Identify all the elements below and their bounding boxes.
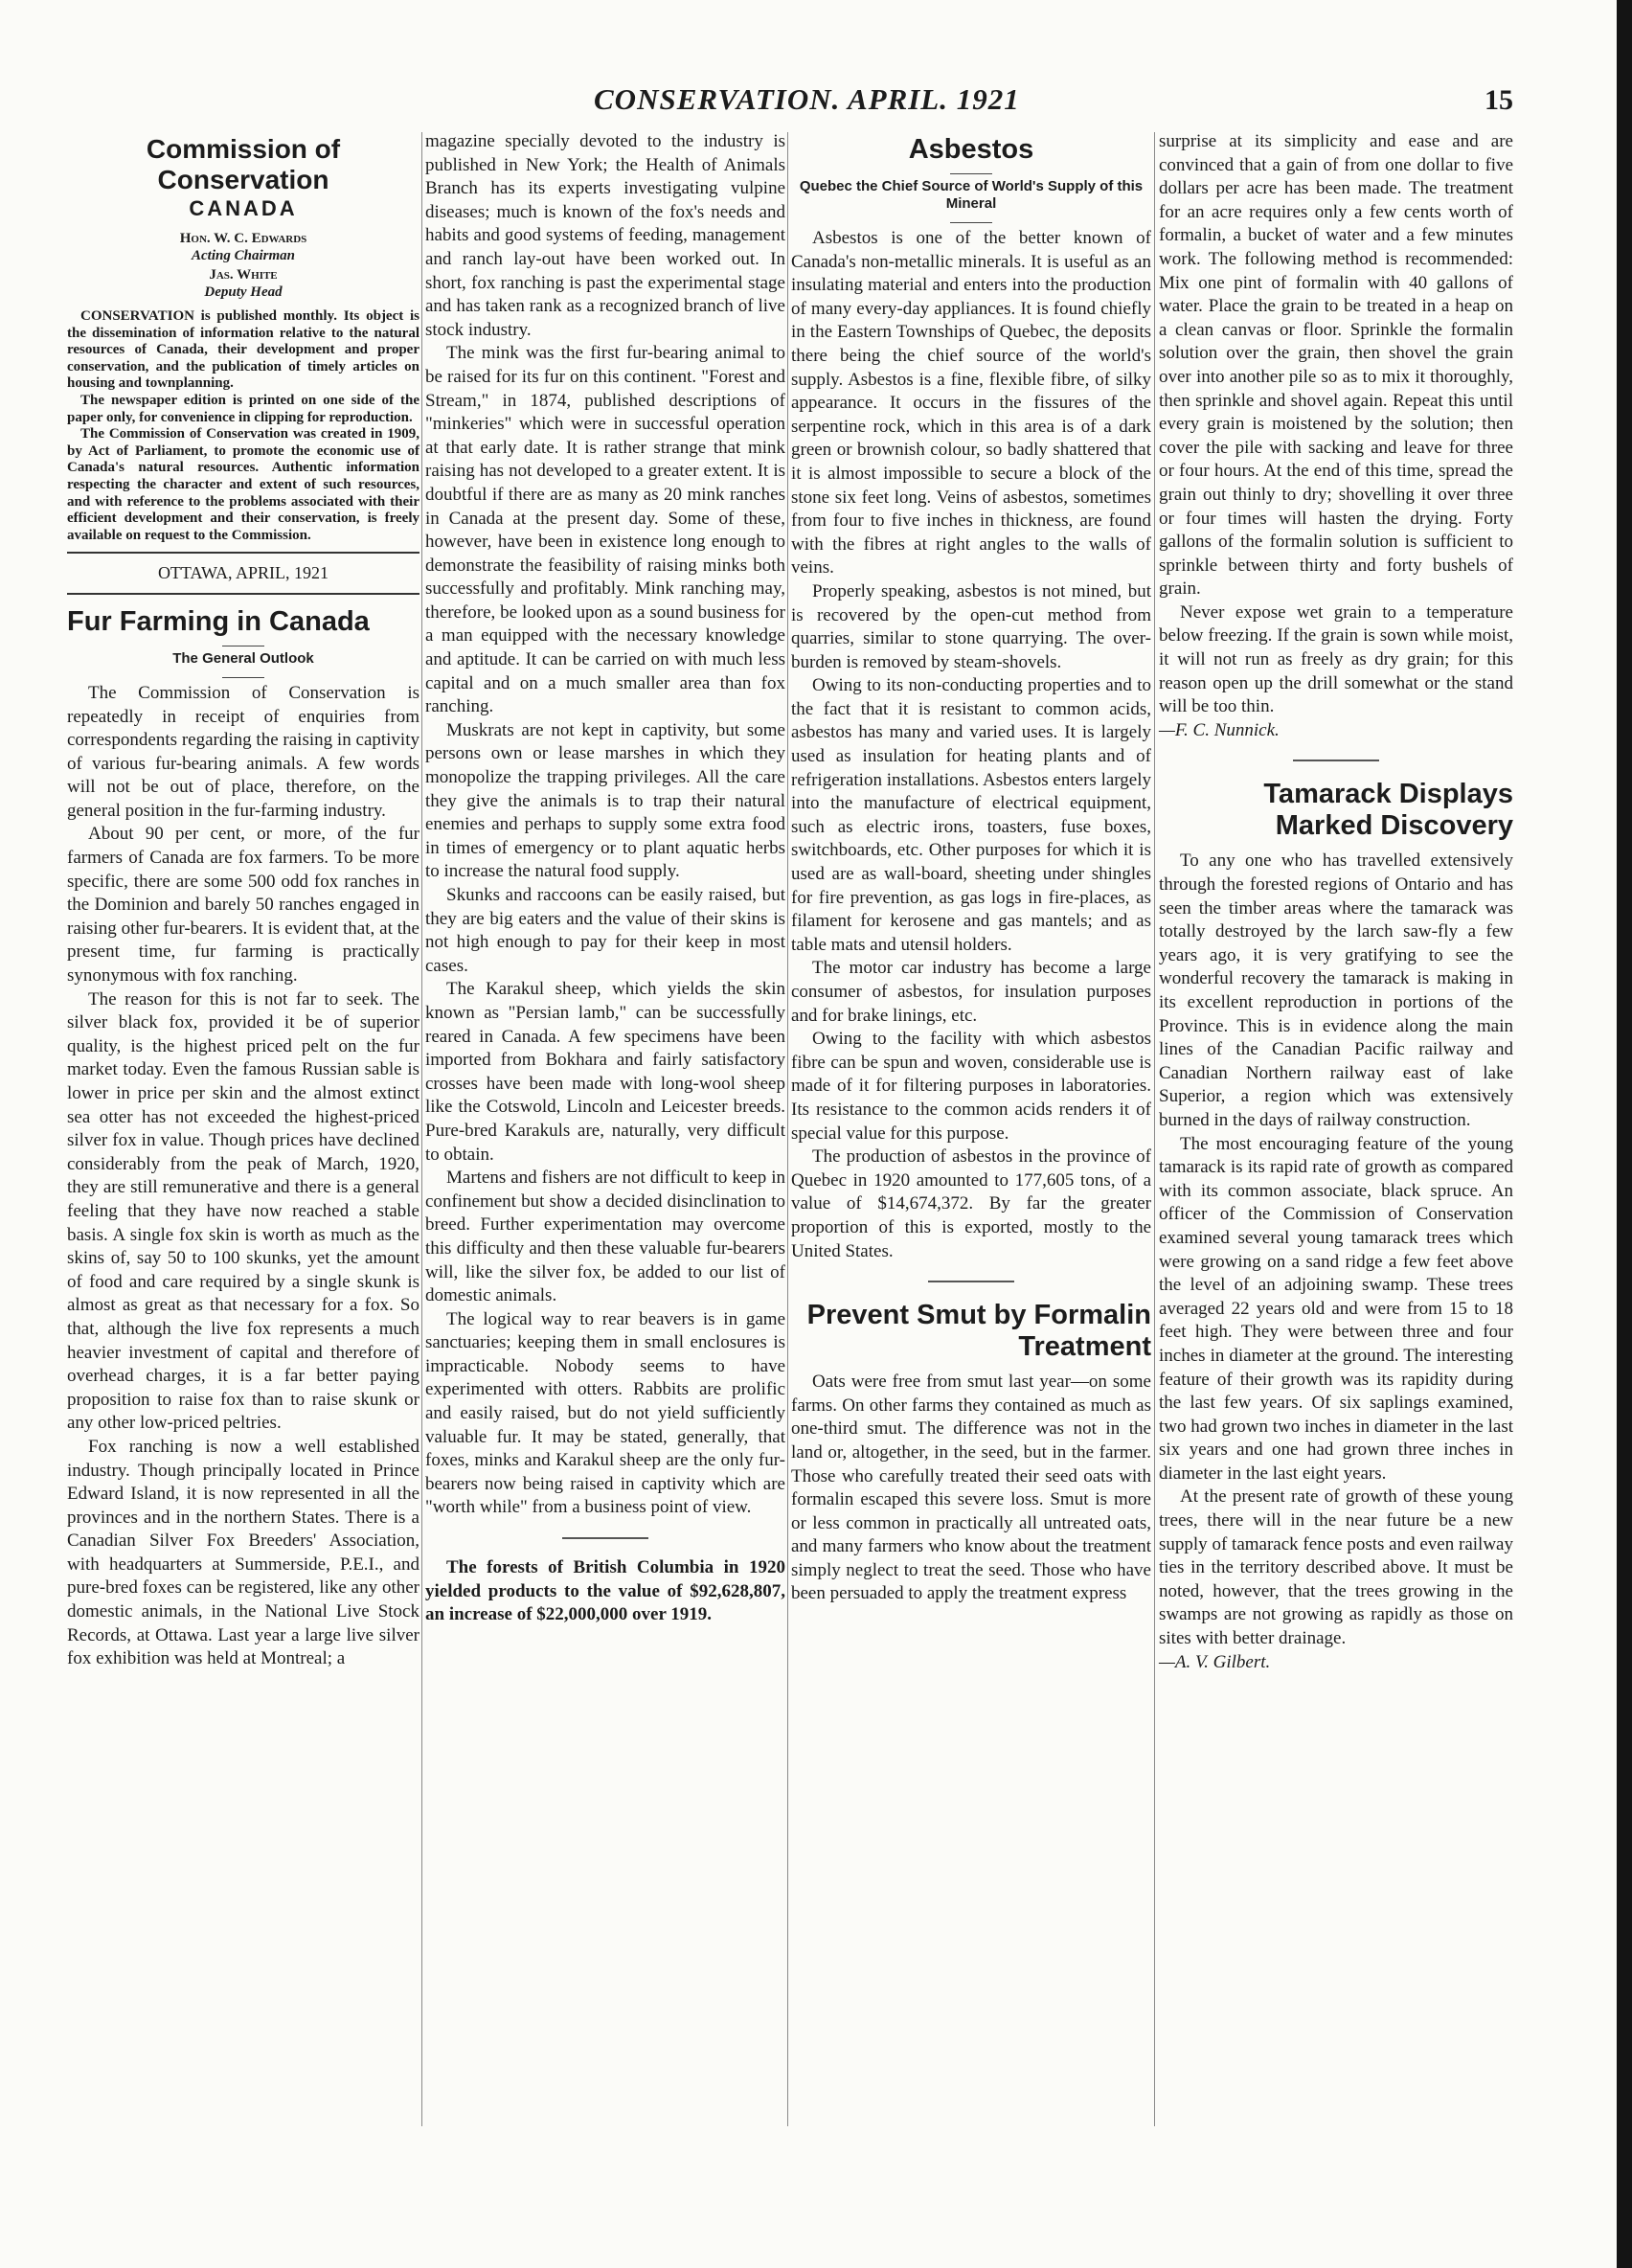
- article-title: Tamarack Displays Marked Discovery: [1263, 779, 1513, 842]
- paragraph: The newspaper edition is printed on one side of the paper only, for convenience in clipping for reproduction.: [67, 392, 419, 425]
- column-1: [67, 130, 419, 1671]
- running-head: CONSERVATION. APRIL. 1921: [594, 82, 1020, 116]
- chairman-role: Acting Chairman: [192, 248, 295, 263]
- paragraph: The motor car industry has become a large consumer of asbestos, for insulation purposes and for brake linings, etc.: [791, 958, 1151, 1026]
- paragraph: The forests of British Columbia in 1920 yielded products to the value of $92,628,807, an increase of $22,000,000 over 1919.: [425, 1557, 785, 1625]
- paragraph: surprise at its simplicity and ease and are convinced that a gain of from one dollar to five dollars per acre has been made. The treatment for an acre requires only a few cents worth of formalin, a bucket of water and a few minutes work. The following method is recommended: Mix one pint of formalin with 40 gallons of water. Place the grain to be treated in a heap on a clean canvas or floor. Sprinkle the formalin solution over the grain, then shovel the grain over into another pile so as to mix it thoroughly, then sprinkle and shovel again. Repeat this until every grain is moistened by the solution; then cover the pile with sacking and leave for three or four hours. At the end of this time, spread the grain out thinly to dry; shovelling it over three or four times will hasten the drying. Forty gallons of the formalin solution is sufficient to sprinkle between thirty and forty bushels of grain.: [1159, 131, 1513, 600]
- paragraph: Fox ranching is now a well established industry. Though principally located in Prince Edward Island, it is now represented in all the provinces and in the northern States. There is a Canadian Silver Fox Breeders' Association, with headquarters at Summerside, P.E.I., and pure-bred foxes can be registered, like any other domestic animals, in the National Live Stock Records, at Ottawa. Last year a large live silver fox exhibition was held at Montreal; a: [67, 1436, 419, 1669]
- column-4: [1159, 130, 1513, 1674]
- paragraph: The logical way to rear beavers is in game sanctuaries; keeping them in small enclosures is impracticable. Nobody seems to have experimented with otters. Rabbits are prolific and easily raised, but do not yield sufficiently valuable fur. It may be stated, generally, that foxes, minks and Karakul sheep are the only fur-bearers now being raised in captivity which are "worth while" from a business point of view.: [425, 1308, 785, 1518]
- paragraph: About 90 per cent, or more, of the fur farmers of Canada are fox farmers. To be more specific, there are some 500 odd fox ranches in the Dominion and barely 50 ranches engaged in raising other fur-bearers. It is evident that, at the present time, fur farming is practically synonymous with fox ranching.: [67, 824, 419, 987]
- paragraph: Owing to the facility with which asbestos fibre can be spun and woven, considerable use is made of it for filtering purposes in laboratories. Its resistance to the common acids renders it of special value for this purpose.: [791, 1029, 1151, 1144]
- chairman-name: Hon. W. C. Edwards: [179, 231, 307, 246]
- divider: [928, 1281, 1014, 1282]
- deputy-head-role: Deputy Head: [204, 284, 283, 300]
- dateline: OTTAWA, APRIL, 1921: [67, 552, 419, 595]
- masthead-subtitle: CANADA: [189, 196, 298, 220]
- masthead-title: Commission of Conservation: [146, 134, 341, 194]
- paragraph: The production of asbestos in the province of Quebec in 1920 amounted to 177,605 tons, of a value of $14,674,372. By far the greater proportion of this is exported, mostly to the United States.: [791, 1146, 1151, 1261]
- paragraph: The reason for this is not far to seek. The silver black fox, provided it be of superior quality, is the highest priced pelt on the fur market today. Even the famous Russian sable is lower in price per skin and the almost extinct sea otter has not exceeded the highest-priced silver fox in value. Though prices have declined considerably from the peak of March, 1920, they are still remunerative and there is a general feeling that they have now reached a stable basis. A single fox skin is worth as much as the skins of, say 50 to 100 skunks, yet the amount of food and care required by a single skunk is almost as great as that necessary for a fox. So that, although the live fox represents a much heavier investment of capital and therefore of overhead charges, it is a far better paying proposition to raise fox than to raise skunk or any other low-priced peltries.: [67, 988, 419, 1434]
- column-3: [791, 130, 1151, 1606]
- paragraph: The Commission of Conservation was created in 1909, by Act of Parliament, to promote the economic use of Canada's natural resources. Authentic information respecting the character and extent of such resources, and with reference to the problems associated with their efficient development and their conservation, is freely available on request to the Commission.: [67, 426, 419, 543]
- deputy-head-name: Jas. White: [209, 267, 278, 283]
- divider: [1293, 760, 1379, 761]
- signature: —F. C. Nunnick.: [1159, 719, 1280, 740]
- paragraph: magazine specially devoted to the industry is published in New York; the Health of Animals Branch has its experts investigating vulpine diseases; much is known of the fox's needs and habits and good systems of feeding, management and ranch lay-out have been worked out. In short, fox ranching is past the experimental stage and has taken rank as a recognized branch of live stock industry.: [425, 131, 785, 340]
- divider: [950, 222, 992, 223]
- column-2: [425, 130, 785, 1627]
- article-title: Fur Farming in Canada: [67, 605, 370, 637]
- divider: [222, 677, 264, 678]
- column-rule: [787, 132, 788, 2126]
- paragraph: Martens and fishers are not difficult to keep in confinement but show a decided disinclination to breed. Further experimentation may overcome this difficulty and then these valuable fur-bearers will, like the silver fox, be added to our list of domestic animals.: [425, 1168, 785, 1306]
- paragraph: Skunks and raccoons can be easily raised, but they are big eaters and the value of their skins is not high enough to pay for their keep in most cases.: [425, 885, 785, 976]
- scan-edge: [1617, 0, 1632, 2268]
- paragraph: Oats were free from smut last year—on some farms. On other farms they contained as much as one-third smut. The difference was not in the land or, altogether, in the seed, but in the farmer. Those who carefully treated their seed oats with formalin escaped this severe loss. Smut is more or less common in practically all untreated oats, and many farmers who know about the treatment simply neglect to treat the seed. Those who have been persuaded to apply the treatment express: [791, 1372, 1151, 1604]
- paragraph: CONSERVATION is published monthly. Its object is the dissemination of information relative to the natural resources of Canada, their development and proper conservation, and the publication of timely articles on housing and townplanning.: [67, 308, 419, 392]
- paragraph: Properly speaking, asbestos is not mined, but is recovered by the open-cut method from quarries, similar to stone quarrying. The over-burden is removed by steam-shovels.: [791, 580, 1151, 672]
- paragraph: At the present rate of growth of these young trees, there will in the near future be a new supply of tamarack fence posts and even railway ties in the territory described above. It must be noted, however, that the trees growing in the swamps are not growing as rapidly as those on sites with better drainage.: [1159, 1486, 1513, 1649]
- signature: —A. V. Gilbert.: [1159, 1651, 1271, 1672]
- paragraph: The Karakul sheep, which yields the skin known as "Persian lamb," can be successfully reared in Canada. A few specimens have been imported from Bokhara and fairly satisfactory crosses have been made with long-wool sheep like the Cotswold, Lincoln and Leicester breeds. Pure-bred Karakuls are, naturally, very difficult to obtain.: [425, 979, 785, 1165]
- masthead-text: [67, 308, 419, 544]
- paragraph: The mink was the first fur-bearing animal to be raised for its fur on this continent. "Forest and Stream," in 1874, published descriptions of "minkeries" which were in successful operation at that early date. It is rather strange that mink raising has not developed to a greater extent. It is doubtful if there are as many as 20 mink ranches in Canada at the present day. Some of these, however, have been in existence long enough to demonstrate the feasibility of raising minks both successfully and profitably. Mink ranching may, therefore, be looked upon as a sound business for a man equipped with the necessary knowledge and aptitude. It can be carried on with much less capital and on a much smaller area than fox ranching.: [425, 343, 785, 717]
- page-number: 15: [1485, 84, 1513, 116]
- paragraph: The most encouraging feature of the young tamarack is its rapid rate of growth as compared with its common associate, black spruce. An officer of the Commission of Conservation examined several young tamarack trees which were growing on a sand ridge a few feet above the level of an adjoining swamp. These trees averaged 22 years old and were from 15 to 18 feet high. They were between three and four inches in diameter at the ground. The interesting feature of their growth was its rapidity during the last few years. Of six saplings examined, two had grown two inches in diameter in the last six years and one had grown three inches in diameter in the last eight years.: [1159, 1133, 1513, 1484]
- article-subtitle: Quebec the Chief Source of World's Supply of this Mineral: [799, 178, 1144, 212]
- column-rule: [1154, 132, 1155, 2126]
- paragraph: Asbestos is one of the better known of Canada's non-metallic minerals. It is useful as an insulating material and enters into the production of many every-day appliances. It is found chiefly in the Eastern Townships of Quebec, the deposits there being the chief source of the world's supply. Asbestos is a fine, flexible fibre, of silky appearance. It occurs in the fissures of the serpentine rock, which in this area is of a dark green or brownish colour, so badly shattered that it is almost impossible to secure a block of the stone six feet long. Veins of asbestos, sometimes from four to five inches in thickness, are found with the fibres at right angles to the walls of veins.: [791, 228, 1151, 578]
- divider: [562, 1537, 648, 1539]
- column-rule: [421, 132, 422, 2126]
- divider: [950, 173, 992, 174]
- paragraph: Muskrats are not kept in captivity, but some persons own or lease marshes in which they monopolize the trapping privileges. All the care they give the animals is to trap their natural enemies and perhaps to supply some extra food in times of emergency or to plant aquatic herbs to increase the natural food supply.: [425, 719, 785, 882]
- article-subtitle: The General Outlook: [172, 649, 314, 667]
- paragraph: The Commission of Conservation is repeatedly in receipt of enquiries from correspondents regarding the raising in captivity of various fur-bearing animals. A few words will not be out of place, therefore, on the general position in the fur-farming industry.: [67, 682, 419, 821]
- article-title: Prevent Smut by Formalin Treatment: [806, 1300, 1151, 1363]
- paragraph: Owing to its non-conducting properties and to the fact that it is resistant to common acids, asbestos has many and varied uses. It is largely used as insulation for heating plants and of refrigeration installations. Asbestos enters largely into the manufacture of electrical equipment, such as electric irons, toasters, fuse boxes, switchboards, etc. Other purposes for which it is used are as wall-board, sheeting under shingles for fire prevention, as gas logs in fire-places, as filament for kerosene and gas mantels; and as table mats and utensil holders.: [791, 675, 1151, 955]
- paragraph: Never expose wet grain to a temperature below freezing. If the grain is sown while moist, it will not run as freely as dry grain; for this reason open up the drill somewhat or the stand will be too thin.: [1159, 601, 1513, 717]
- paragraph: To any one who has travelled extensively through the forested regions of Ontario and has seen the timber areas where the tamarack was totally destroyed by the larch saw-fly a few years ago, it is very gratifying to see the wonderful recovery the tamarack is making in its excellent reproduction in portions of the Province. This is in evidence along the main lines of the Canadian Pacific railway and Canadian Northern railway east of lake Superior, a region which was extensively burned in the days of railway construction.: [1159, 850, 1513, 1130]
- article-title: Asbestos: [908, 134, 1034, 165]
